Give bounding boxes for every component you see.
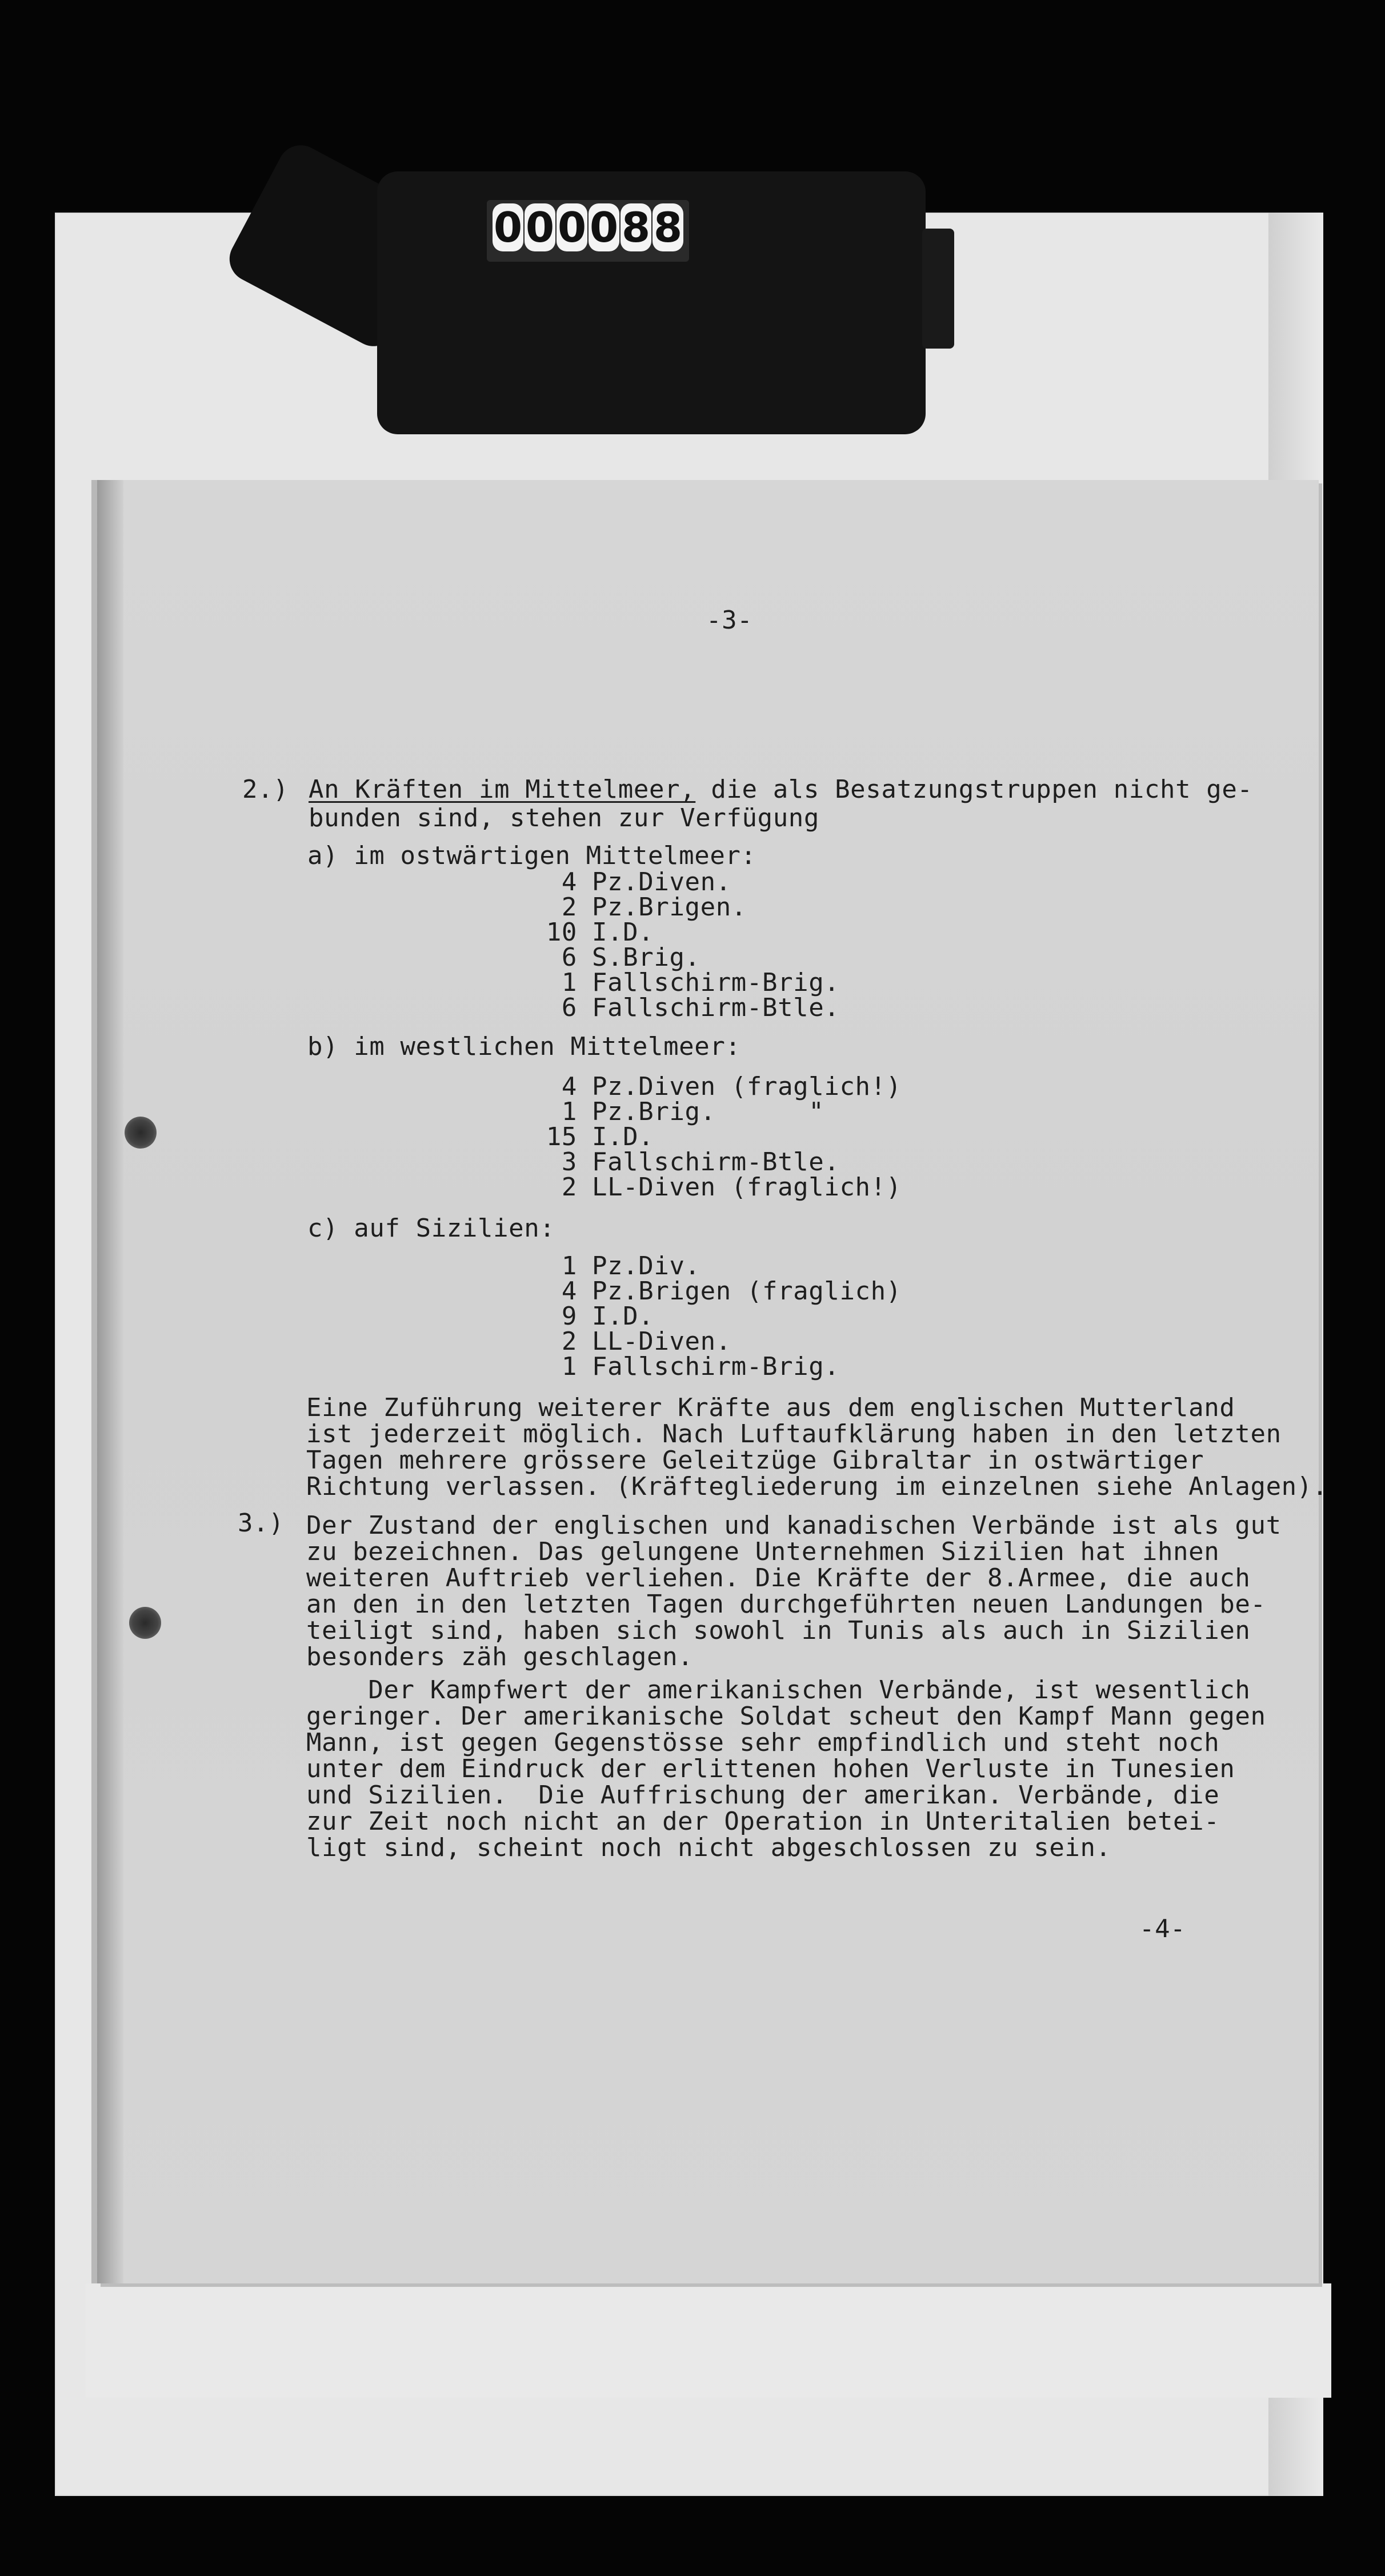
closing-line: Richtung verlassen. (Kräftegliederung im einzelnen siehe Anlagen). xyxy=(306,1472,1328,1501)
section-3-line: Der Zustand der englischen und kanadischen Verbände ist als gut xyxy=(306,1511,1282,1540)
list-item: Pz.Diven. xyxy=(592,867,731,897)
subsection-a-heading: a) im ostwärtigen Mittelmeer: xyxy=(307,841,756,870)
section-3-line: unter dem Eindruck der erlittenen hohen Verluste in Tunesien xyxy=(306,1754,1235,1783)
section-3-line: besonders zäh geschlagen. xyxy=(306,1642,694,1671)
list-item: Pz.Diven (fraglich!) xyxy=(592,1072,902,1101)
section-2-underlined-phrase: An Kräften im Mittelmeer, xyxy=(309,775,696,804)
list-number: 15 xyxy=(546,1122,577,1151)
list-item: Pz.Brigen (fraglich) xyxy=(592,1277,902,1306)
list-number: 2 xyxy=(561,893,577,922)
list-number: 1 xyxy=(561,1251,577,1281)
page-bottom-strip xyxy=(86,2283,1331,2398)
list-number: 10 xyxy=(546,918,577,947)
counter-digit: 8 xyxy=(621,203,651,251)
list-number: 4 xyxy=(561,1072,577,1101)
list-item: Fallschirm-Brig. xyxy=(592,1352,840,1381)
section-2-line-1-rest: die als Besatzungstruppen nicht ge- xyxy=(695,775,1253,804)
list-item: I.D. xyxy=(592,918,654,947)
counter-digit: 0 xyxy=(589,203,619,251)
section-3-line: ligt sind, scheint noch nicht abgeschlossen zu sein. xyxy=(306,1833,1111,1862)
list-item: Fallschirm-Btle. xyxy=(592,993,840,1022)
counter-digit: 0 xyxy=(557,203,587,251)
list-item: Fallschirm-Brig. xyxy=(592,968,840,997)
section-3-line: weiteren Auftrieb verliehen. Die Kräfte der 8.Armee, die auch xyxy=(306,1563,1251,1593)
section-2-line-1 xyxy=(309,777,1253,802)
section-3-line: Mann, ist gegen Gegenstösse sehr empfindlich und steht noch xyxy=(306,1728,1220,1757)
frame-counter-display xyxy=(487,200,689,262)
list-number: 9 xyxy=(561,1302,577,1331)
frame-counter-knob xyxy=(922,229,954,349)
list-item: S.Brig. xyxy=(592,943,700,972)
list-item: I.D. xyxy=(592,1122,654,1151)
list-number: 1 xyxy=(561,1352,577,1381)
list-number: 4 xyxy=(561,1277,577,1306)
list-number: 1 xyxy=(561,1097,577,1126)
section-3-number: 3.) xyxy=(238,1509,285,1538)
list-number: 6 xyxy=(561,943,577,972)
counter-digit: 0 xyxy=(525,203,555,251)
counter-digit: 0 xyxy=(493,203,523,251)
section-3-line: geringer. Der amerikanische Soldat scheut den Kampf Mann gegen xyxy=(306,1702,1266,1731)
counter-digit: 8 xyxy=(653,203,683,251)
page-number-bottom: -4- xyxy=(1139,1914,1186,1943)
section-2-number: 2.) xyxy=(242,775,289,804)
list-item: Pz.Div. xyxy=(592,1251,700,1281)
subsection-c-heading: c) auf Sizilien: xyxy=(307,1214,555,1243)
section-3-line: an den in den letzten Tagen durchgeführten neuen Landungen be- xyxy=(306,1590,1266,1619)
section-3-line: und Sizilien. Die Auffrischung der amerikan. Verbände, die xyxy=(306,1781,1220,1810)
page-left-edge xyxy=(97,480,123,2283)
list-item: Fallschirm-Btle. xyxy=(592,1147,840,1177)
section-2-line-2: bunden sind, stehen zur Verfügung xyxy=(309,803,819,833)
list-item: Pz.Brig. " xyxy=(592,1097,824,1126)
section-3-line: teiligt sind, haben sich sowohl in Tunis als auch in Sizilien xyxy=(306,1616,1251,1645)
document-page xyxy=(97,480,1319,2283)
section-3-line: zu bezeichnen. Das gelungene Unternehmen Sizilien hat ihnen xyxy=(306,1537,1220,1566)
subsection-b-heading: b) im westlichen Mittelmeer: xyxy=(307,1032,741,1061)
punch-hole xyxy=(129,1607,161,1639)
list-item: Pz.Brigen. xyxy=(592,893,747,922)
section-3-line: zur Zeit noch nicht an der Operation in Unteritalien betei- xyxy=(306,1807,1220,1836)
page-number-top: -3- xyxy=(706,606,753,635)
list-item: LL-Diven. xyxy=(592,1327,731,1356)
list-number: 4 xyxy=(561,867,577,897)
list-number: 6 xyxy=(561,993,577,1022)
list-number: 1 xyxy=(561,968,577,997)
list-number: 2 xyxy=(561,1173,577,1202)
list-number: 2 xyxy=(561,1327,577,1356)
section-3-line: Der Kampfwert der amerikanischen Verbände, ist wesentlich xyxy=(306,1675,1251,1705)
closing-line: ist jederzeit möglich. Nach Luftaufklärung haben in den letzten xyxy=(306,1419,1282,1449)
list-item: LL-Diven (fraglich!) xyxy=(592,1173,902,1202)
list-number: 3 xyxy=(561,1147,577,1177)
list-item: I.D. xyxy=(592,1302,654,1331)
closing-line: Eine Zuführung weiterer Kräfte aus dem englischen Mutterland xyxy=(306,1393,1235,1422)
punch-hole xyxy=(125,1117,157,1149)
closing-line: Tagen mehrere grössere Geleitzüge Gibraltar in ostwärtiger xyxy=(306,1446,1204,1475)
